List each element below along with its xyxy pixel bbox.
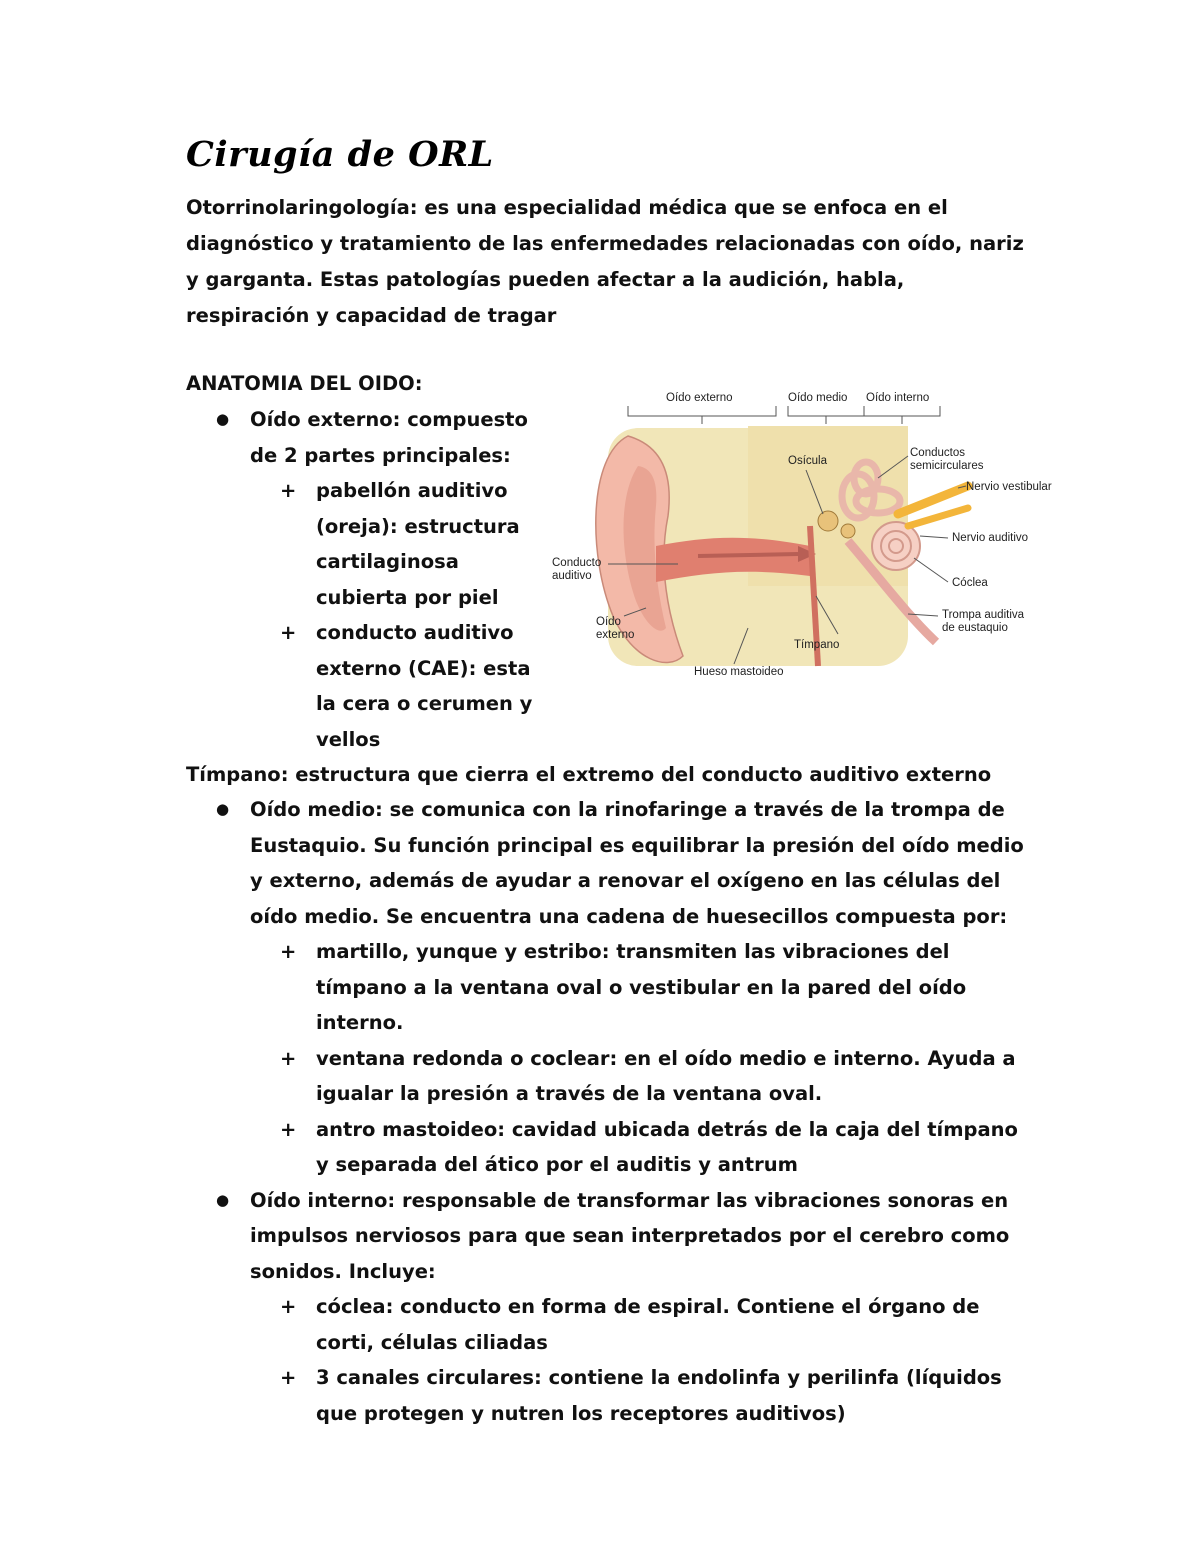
- label-semicircular-2: semicirculares: [910, 460, 984, 472]
- sound-arrow: [698, 554, 798, 556]
- intro-term: Otorrinolaringología: [186, 196, 410, 219]
- ossicle: [818, 511, 838, 531]
- outer-ear-list: [186, 402, 541, 757]
- intro-paragraph: [186, 190, 1026, 334]
- bullet-middle-ear: [186, 792, 1026, 1183]
- list-item: + antro mastoideo: cavidad ubicada detrás de la caja del tímpano y separada del ático por el auditis y antrum: [250, 1112, 1026, 1183]
- inner-ear-text: Oído interno: responsable de transformar las vibraciones sonoras en impulsos nerviosos para que sean interpretados por el cerebro como sonidos. Incluye:: [250, 1188, 1010, 1283]
- ear-anatomy-illustration: [548, 386, 1068, 686]
- bullet-outer-ear: [186, 402, 541, 757]
- list-item: + 3 canales circulares: contiene la endolinfa y perilinfa (líquidos que protegen y nutren los receptores auditivos): [250, 1360, 1026, 1431]
- tympanum-paragraph: Tímpano: estructura que cierra el extremo del conducto auditivo externo: [186, 763, 992, 786]
- outer-ear-text: Oído externo: compuesto de 2 partes principales:: [250, 408, 528, 467]
- document-title: Cirugía de ORL: [186, 134, 494, 175]
- section-heading: ANATOMIA DEL OIDO:: [186, 372, 423, 395]
- list-item: + martillo, yunque y estribo: transmiten las vibraciones del tímpano a la ventana oval o vestibular en la pared del oído interno.: [250, 934, 1026, 1041]
- middle-inner-ear-list: [186, 792, 1026, 1431]
- label-outer-ear-2: externo: [596, 629, 635, 641]
- list-item: + ventana redonda o coclear: en el oído medio e interno. Ayuda a igualar la presión a través de la ventana oval.: [250, 1041, 1026, 1112]
- list-item: + pabellón auditivo (oreja): estructura cartilaginosa cubierta por piel: [250, 473, 541, 615]
- label-ossicle: Osícula: [788, 455, 827, 467]
- label-outer-ear-top: Oído externo: [666, 392, 733, 404]
- label-eustachian-2: de eustaquio: [942, 622, 1008, 634]
- ossicle-2: [841, 524, 855, 538]
- list-item: + cóclea: conducto en forma de espiral. Contiene el órgano de corti, células ciliadas: [250, 1289, 1026, 1360]
- label-outer-ear-1: Oído: [596, 616, 621, 628]
- cochlea-spiral: [872, 522, 920, 570]
- bullet-inner-ear: [186, 1183, 1026, 1432]
- label-cochlea: Cóclea: [952, 577, 988, 589]
- middle-ear-text: Oído medio: se comunica con la rinofaringe a través de la trompa de Eustaquio. Su función principal es equilibrar la presión del oído medio y externo, además de ayudar a renovar el oxígeno en las células del oído medio. Se encuentra una cadena de huesecillos compuesta por:: [250, 798, 1024, 928]
- label-canal-2: auditivo: [552, 570, 592, 582]
- label-semicircular-1: Conductos: [910, 447, 965, 459]
- intro-definition: : es una especialidad médica que se enfoca en el diagnóstico y tratamiento de las enfermedades relacionadas con oído, nariz y garganta. Estas patologías pueden afectar a la audición, habla, respiración y capacidad de tragar: [186, 196, 1024, 327]
- ear-anatomy-figure: [548, 386, 1068, 686]
- label-auditory-nerve: Nervio auditivo: [952, 532, 1029, 544]
- label-middle-ear-top: Oído medio: [788, 392, 848, 404]
- list-item: + conducto auditivo externo (CAE): esta la cera o cerumen y vellos: [250, 615, 541, 757]
- label-vestibular-nerve: Nervio vestibular: [966, 481, 1052, 493]
- region-brackets: [628, 406, 940, 424]
- label-inner-ear-top: Oído interno: [866, 392, 930, 404]
- label-eustachian-1: Trompa auditiva: [942, 609, 1025, 621]
- label-canal-1: Conducto: [552, 557, 602, 569]
- label-mastoid: Hueso mastoideo: [694, 666, 784, 678]
- label-eardrum: Tímpano: [794, 639, 840, 651]
